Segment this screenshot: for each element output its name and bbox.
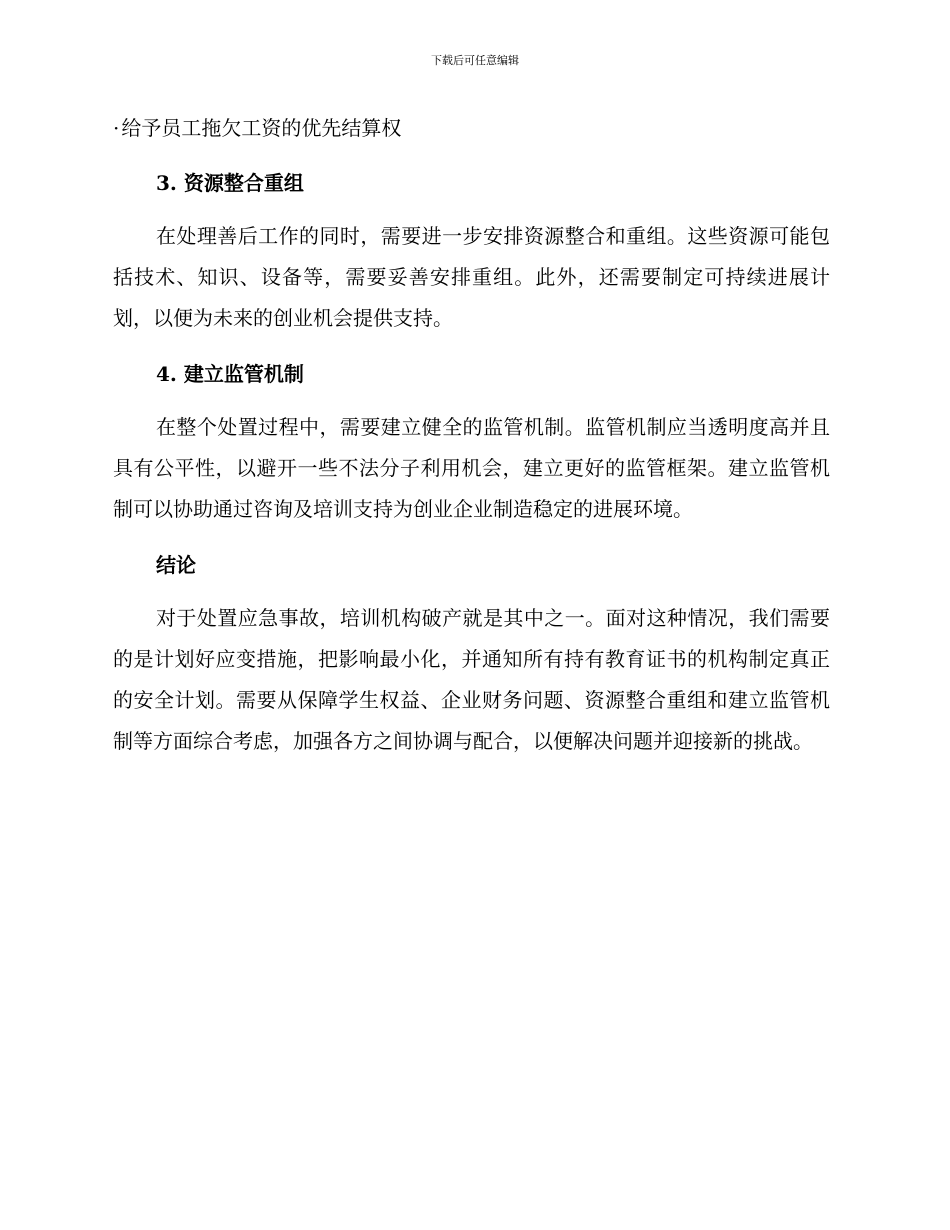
section-paragraph-conclusion: 对于处置应急事故，培训机构破产就是其中之一。面对这种情况，我们需要的是计划好应变措施，把影响最小化，并通知所有持有教育证书的机构制定真正的安全计划。需要从保障学生权益、企业财务问题、资源整合重组和建立监管机制等方面综合考虑，加强各方之间协调与配合，以便解决问题并迎接新的挑战。 bbox=[113, 606, 830, 753]
bullet-marker: · bbox=[113, 116, 120, 140]
section-heading-resource-integration: 3. 资源整合重组 bbox=[156, 171, 304, 195]
document-body bbox=[113, 108, 830, 762]
bullet-item bbox=[113, 108, 830, 148]
section-heading-supervision: 4. 建立监管机制 bbox=[156, 362, 304, 386]
section-paragraph-resource-integration: 在处理善后工作的同时，需要进一步安排资源整合和重组。这些资源可能包括技术、知识、设备等，需要妥善安排重组。此外，还需要制定可持续进展计划，以便为未来的创业机会提供支持。 bbox=[113, 224, 830, 330]
page-header: 下载后可任意编辑 bbox=[431, 54, 519, 67]
section-heading-conclusion: 结论 bbox=[156, 553, 196, 577]
section-paragraph-supervision: 在整个处置过程中，需要建立健全的监管机制。监管机制应当透明度高并且具有公平性，以避开一些不法分子利用机会，建立更好的监管框架。建立监管机制可以协助通过咨询及培训支持为创业企业制造稳定的进展环境。 bbox=[113, 415, 830, 521]
bullet-text: 给予员工拖欠工资的优先结算权 bbox=[121, 116, 402, 140]
